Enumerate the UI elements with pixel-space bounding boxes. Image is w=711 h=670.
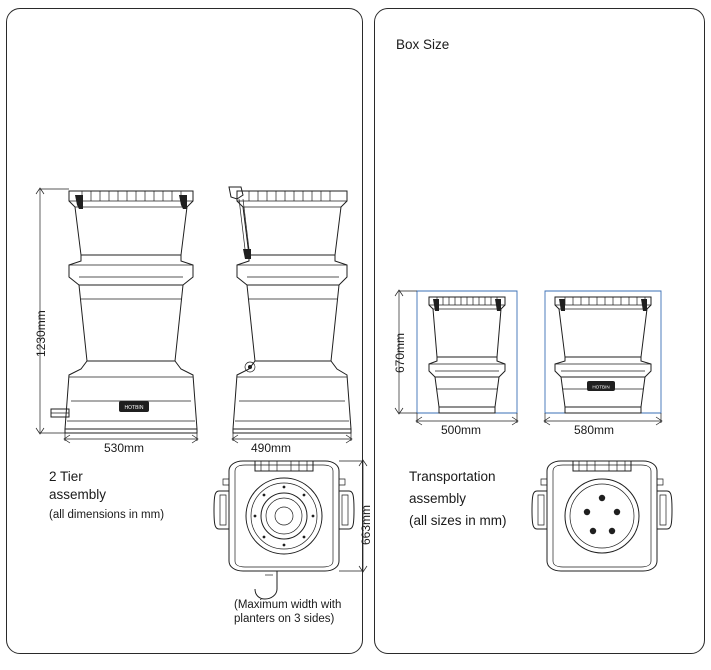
transport-side-view bbox=[545, 291, 661, 413]
dim-label-height-670: 670mm bbox=[393, 332, 407, 373]
plan-note-line1: (Maximum width with bbox=[234, 599, 342, 611]
box-size-drawing bbox=[375, 9, 706, 655]
dim-label-depth-663: 663mm bbox=[359, 504, 373, 545]
svg-text:HOTBIN: HOTBIN bbox=[124, 405, 144, 411]
caption-transport-line1: Transportation bbox=[409, 469, 496, 484]
caption-2tier-line2: assembly bbox=[49, 487, 107, 502]
caption-transport-line2: assembly bbox=[409, 491, 467, 506]
box-size-panel bbox=[374, 8, 705, 654]
caption-transport-line3: (all sizes in mm) bbox=[409, 513, 507, 528]
dimension-width-490 bbox=[232, 433, 352, 443]
two-tier-assembly-panel bbox=[6, 8, 373, 654]
svg-text:HOTBIN: HOTBIN bbox=[592, 384, 610, 390]
dim-label-height-1230: 1230mm bbox=[34, 310, 48, 357]
dim-label-width-490: 490mm bbox=[251, 441, 292, 455]
side-view-2tier bbox=[229, 187, 351, 433]
plan-note-line2: planters on 3 sides) bbox=[234, 613, 335, 625]
plan-view-2tier bbox=[214, 461, 354, 599]
caption-2tier-line3: (all dimensions in mm) bbox=[49, 509, 165, 521]
dim-label-width-580: 580mm bbox=[574, 423, 615, 437]
dim-label-width-530: 530mm bbox=[104, 441, 145, 455]
front-view-2tier bbox=[51, 191, 197, 433]
two-tier-drawing bbox=[7, 9, 364, 655]
transport-plan-view bbox=[532, 461, 672, 571]
panel-title-box-size: Box Size bbox=[396, 37, 450, 52]
dim-label-width-500: 500mm bbox=[441, 423, 482, 437]
transport-front-view bbox=[417, 291, 517, 413]
caption-2tier-line1: 2 Tier bbox=[49, 469, 83, 484]
